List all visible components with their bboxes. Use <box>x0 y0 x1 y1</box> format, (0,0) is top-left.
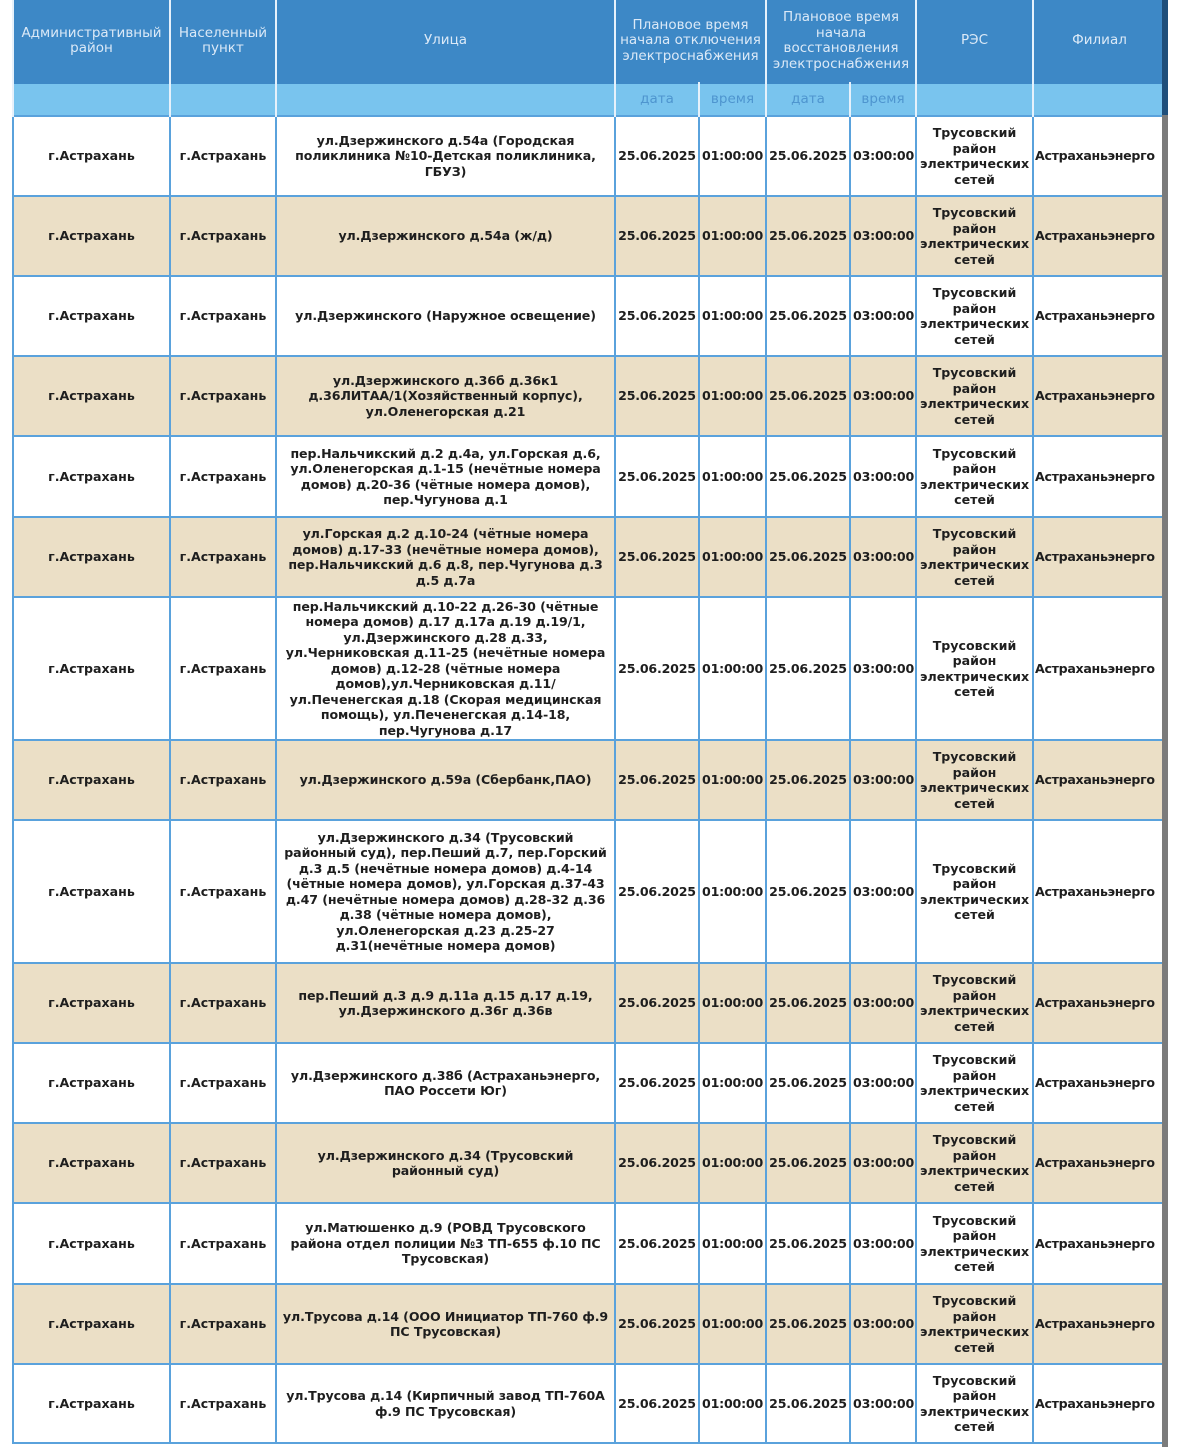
branch-cell: Астраханьэнерго <box>1033 517 1166 597</box>
branch-cell: Астраханьэнерго <box>1033 820 1166 963</box>
off-time-cell: 01:00:00 <box>699 116 766 196</box>
off-date-cell: 25.06.2025 <box>615 1284 699 1364</box>
branch-cell: Астраханьэнерго <box>1033 1043 1166 1123</box>
on-time-cell: 03:00:00 <box>850 1123 916 1203</box>
subheader-empty <box>1033 83 1166 116</box>
subheader-empty <box>276 83 615 116</box>
on-date-cell: 25.06.2025 <box>766 963 850 1043</box>
off-date-cell: 25.06.2025 <box>615 436 699 517</box>
res-cell: Трусовский район электрических сетей <box>916 356 1033 436</box>
header-res: РЭС <box>916 0 1033 83</box>
table-row <box>13 1364 1166 1443</box>
subheader-empty <box>170 83 276 116</box>
on-time-cell: 03:00:00 <box>850 1284 916 1364</box>
branch-cell: Астраханьэнерго <box>1033 356 1166 436</box>
district-cell: г.Астрахань <box>13 196 170 276</box>
branch-cell: Астраханьэнерго <box>1033 1203 1166 1284</box>
off-date-cell: 25.06.2025 <box>615 1043 699 1123</box>
off-time-cell: 01:00:00 <box>699 597 766 740</box>
on-time-cell: 03:00:00 <box>850 1203 916 1284</box>
res-cell: Трусовский район электрических сетей <box>916 1043 1033 1123</box>
off-time-cell: 01:00:00 <box>699 276 766 356</box>
off-date-cell: 25.06.2025 <box>615 356 699 436</box>
off-time-cell: 01:00:00 <box>699 1203 766 1284</box>
on-date-cell: 25.06.2025 <box>766 1284 850 1364</box>
subheader-off-date: дата <box>615 83 699 116</box>
street-cell: пер.Нальчикский д.10-22 д.26-30 (чётные номера домов) д.17 д.17а д.19 д.19/1, ул.Дзержинского д.28 д.33, ул.Черниковская д.11-25 (нечётные номера домов) д.12-28 (чётные номера домов),ул.Черниковская д.11/ ул.Печенегская д.18 (Скорая медицинская помощь), ул.Печенегская д.14-18, пер.Чугунова д.17 <box>276 597 615 740</box>
district-cell: г.Астрахань <box>13 1043 170 1123</box>
branch-cell: Астраханьэнерго <box>1033 116 1166 196</box>
locality-cell: г.Астрахань <box>170 1043 276 1123</box>
on-time-cell: 03:00:00 <box>850 740 916 820</box>
district-cell: г.Астрахань <box>13 436 170 517</box>
on-date-cell: 25.06.2025 <box>766 517 850 597</box>
on-time-cell: 03:00:00 <box>850 116 916 196</box>
on-time-cell: 03:00:00 <box>850 356 916 436</box>
header-street: Улица <box>276 0 615 83</box>
res-cell: Трусовский район электрических сетей <box>916 276 1033 356</box>
subheader-row <box>13 83 1166 116</box>
header-off-start: Плановое время начала отключения электроснабжения <box>615 0 766 83</box>
district-cell: г.Астрахань <box>13 517 170 597</box>
branch-cell: Астраханьэнерго <box>1033 597 1166 740</box>
district-cell: г.Астрахань <box>13 740 170 820</box>
on-date-cell: 25.06.2025 <box>766 196 850 276</box>
branch-cell: Астраханьэнерго <box>1033 1123 1166 1203</box>
street-cell: ул.Дзержинского д.54а (ж/д) <box>276 196 615 276</box>
on-date-cell: 25.06.2025 <box>766 740 850 820</box>
district-cell: г.Астрахань <box>13 1203 170 1284</box>
table-row <box>13 1043 1166 1123</box>
off-time-cell: 01:00:00 <box>699 1043 766 1123</box>
locality-cell: г.Астрахань <box>170 436 276 517</box>
on-time-cell: 03:00:00 <box>850 1043 916 1123</box>
off-time-cell: 01:00:00 <box>699 1123 766 1203</box>
locality-cell: г.Астрахань <box>170 820 276 963</box>
off-time-cell: 01:00:00 <box>699 1364 766 1443</box>
off-time-cell: 01:00:00 <box>699 436 766 517</box>
res-cell: Трусовский район электрических сетей <box>916 517 1033 597</box>
locality-cell: г.Астрахань <box>170 196 276 276</box>
branch-cell: Астраханьэнерго <box>1033 1364 1166 1443</box>
table-row <box>13 740 1166 820</box>
res-cell: Трусовский район электрических сетей <box>916 116 1033 196</box>
locality-cell: г.Астрахань <box>170 1123 276 1203</box>
on-time-cell: 03:00:00 <box>850 963 916 1043</box>
on-time-cell: 03:00:00 <box>850 436 916 517</box>
street-cell: ул.Дзержинского д.38б (Астраханьэнерго, ПАО Россети Юг) <box>276 1043 615 1123</box>
on-date-cell: 25.06.2025 <box>766 1123 850 1203</box>
table-row <box>13 597 1166 740</box>
street-cell: ул.Матюшенко д.9 (РОВД Трусовского района отдел полиции №3 ТП-655 ф.10 ПС Трусовская) <box>276 1203 615 1284</box>
off-date-cell: 25.06.2025 <box>615 1203 699 1284</box>
street-cell: пер.Пеший д.3 д.9 д.11а д.15 д.17 д.19, ул.Дзержинского д.36г д.36в <box>276 963 615 1043</box>
off-date-cell: 25.06.2025 <box>615 1364 699 1443</box>
res-cell: Трусовский район электрических сетей <box>916 1203 1033 1284</box>
street-cell: пер.Нальчикский д.2 д.4а, ул.Горская д.6, ул.Оленегорская д.1-15 (нечётные номера домов) д.20-36 (чётные номера домов), пер.Чугунова д.1 <box>276 436 615 517</box>
locality-cell: г.Астрахань <box>170 116 276 196</box>
branch-cell: Астраханьэнерго <box>1033 740 1166 820</box>
district-cell: г.Астрахань <box>13 820 170 963</box>
district-cell: г.Астрахань <box>13 1123 170 1203</box>
branch-cell: Астраханьэнерго <box>1033 196 1166 276</box>
res-cell: Трусовский район электрических сетей <box>916 963 1033 1043</box>
district-cell: г.Астрахань <box>13 597 170 740</box>
branch-cell: Астраханьэнерго <box>1033 963 1166 1043</box>
off-time-cell: 01:00:00 <box>699 1284 766 1364</box>
street-cell: ул.Дзержинского д.54а (Городская поликлиника №10-Детская поликлиника, ГБУЗ) <box>276 116 615 196</box>
table-row <box>13 963 1166 1043</box>
on-time-cell: 03:00:00 <box>850 196 916 276</box>
res-cell: Трусовский район электрических сетей <box>916 1123 1033 1203</box>
off-date-cell: 25.06.2025 <box>615 196 699 276</box>
table-row <box>13 356 1166 436</box>
subheader-on-date: дата <box>766 83 850 116</box>
off-date-cell: 25.06.2025 <box>615 740 699 820</box>
off-date-cell: 25.06.2025 <box>615 276 699 356</box>
district-cell: г.Астрахань <box>13 963 170 1043</box>
table-row <box>13 436 1166 517</box>
res-cell: Трусовский район электрических сетей <box>916 436 1033 517</box>
table-row <box>13 517 1166 597</box>
res-cell: Трусовский район электрических сетей <box>916 196 1033 276</box>
off-date-cell: 25.06.2025 <box>615 116 699 196</box>
on-time-cell: 03:00:00 <box>850 1364 916 1443</box>
locality-cell: г.Астрахань <box>170 1364 276 1443</box>
off-time-cell: 01:00:00 <box>699 740 766 820</box>
locality-cell: г.Астрахань <box>170 597 276 740</box>
on-date-cell: 25.06.2025 <box>766 597 850 740</box>
street-cell: ул.Дзержинского д.36б д.36к1 д.36ЛИТАА/1(Хозяйственный корпус), ул.Оленегорская д.21 <box>276 356 615 436</box>
street-cell: ул.Дзержинского д.59а (Сбербанк,ПАО) <box>276 740 615 820</box>
table-row <box>13 1203 1166 1284</box>
table-row <box>13 116 1166 196</box>
on-time-cell: 03:00:00 <box>850 517 916 597</box>
on-date-cell: 25.06.2025 <box>766 436 850 517</box>
on-date-cell: 25.06.2025 <box>766 276 850 356</box>
off-date-cell: 25.06.2025 <box>615 1123 699 1203</box>
table-row <box>13 1123 1166 1203</box>
branch-cell: Астраханьэнерго <box>1033 436 1166 517</box>
table-row <box>13 820 1166 963</box>
off-time-cell: 01:00:00 <box>699 820 766 963</box>
subheader-empty <box>916 83 1033 116</box>
street-cell: ул.Дзержинского (Наружное освещение) <box>276 276 615 356</box>
on-date-cell: 25.06.2025 <box>766 1203 850 1284</box>
on-date-cell: 25.06.2025 <box>766 1043 850 1123</box>
scrollbar[interactable] <box>1162 0 1168 1447</box>
locality-cell: г.Астрахань <box>170 963 276 1043</box>
on-time-cell: 03:00:00 <box>850 276 916 356</box>
off-date-cell: 25.06.2025 <box>615 517 699 597</box>
table-row <box>13 196 1166 276</box>
res-cell: Трусовский район электрических сетей <box>916 597 1033 740</box>
header-district: Административный район <box>13 0 170 83</box>
header-restore-start: Плановое время начала восстановления электроснабжения <box>766 0 916 83</box>
street-cell: ул.Горская д.2 д.10-24 (чётные номера домов) д.17-33 (нечётные номера домов), пер.Нальчикский д.6 д.8, пер.Чугунова д.3 д.5 д.7а <box>276 517 615 597</box>
district-cell: г.Астрахань <box>13 276 170 356</box>
on-date-cell: 25.06.2025 <box>766 356 850 436</box>
table-row <box>13 1284 1166 1364</box>
subheader-off-time: время <box>699 83 766 116</box>
on-date-cell: 25.06.2025 <box>766 1364 850 1443</box>
locality-cell: г.Астрахань <box>170 1203 276 1284</box>
locality-cell: г.Астрахань <box>170 1284 276 1364</box>
on-time-cell: 03:00:00 <box>850 820 916 963</box>
locality-cell: г.Астрахань <box>170 740 276 820</box>
header-branch: Филиал <box>1033 0 1166 83</box>
table-body <box>13 116 1166 1443</box>
branch-cell: Астраханьэнерго <box>1033 1284 1166 1364</box>
district-cell: г.Астрахань <box>13 1364 170 1443</box>
street-cell: ул.Дзержинского д.34 (Трусовский районный суд) <box>276 1123 615 1203</box>
off-time-cell: 01:00:00 <box>699 517 766 597</box>
subheader-empty <box>13 83 170 116</box>
locality-cell: г.Астрахань <box>170 276 276 356</box>
res-cell: Трусовский район электрических сетей <box>916 1364 1033 1443</box>
locality-cell: г.Астрахань <box>170 517 276 597</box>
off-time-cell: 01:00:00 <box>699 196 766 276</box>
on-time-cell: 03:00:00 <box>850 597 916 740</box>
district-cell: г.Астрахань <box>13 116 170 196</box>
locality-cell: г.Астрахань <box>170 356 276 436</box>
street-cell: ул.Трусова д.14 (ООО Инициатор ТП-760 ф.9 ПС Трусовская) <box>276 1284 615 1364</box>
outage-table-container <box>12 0 1165 1444</box>
table-row <box>13 276 1166 356</box>
subheader-on-time: время <box>850 83 916 116</box>
scrollbar-track-top <box>1162 0 1168 115</box>
header-locality: Населенный пункт <box>170 0 276 83</box>
district-cell: г.Астрахань <box>13 1284 170 1364</box>
off-time-cell: 01:00:00 <box>699 963 766 1043</box>
outage-table <box>12 0 1167 1444</box>
off-date-cell: 25.06.2025 <box>615 963 699 1043</box>
res-cell: Трусовский район электрических сетей <box>916 1284 1033 1364</box>
branch-cell: Астраханьэнерго <box>1033 276 1166 356</box>
res-cell: Трусовский район электрических сетей <box>916 820 1033 963</box>
off-time-cell: 01:00:00 <box>699 356 766 436</box>
on-date-cell: 25.06.2025 <box>766 820 850 963</box>
street-cell: ул.Дзержинского д.34 (Трусовский районный суд), пер.Пеший д.7, пер.Горский д.3 д.5 (нечётные номера домов) д.4-14 (чётные номера домов), ул.Горская д.37-43 д.47 (нечётные номера домов) д.28-32 д.36 д.38 (чётные номера домов), ул.Оленегорская д.23 д.25-27 д.31(нечётные номера домов) <box>276 820 615 963</box>
on-date-cell: 25.06.2025 <box>766 116 850 196</box>
header-row <box>13 0 1166 83</box>
off-date-cell: 25.06.2025 <box>615 820 699 963</box>
street-cell: ул.Трусова д.14 (Кирпичный завод ТП-760А ф.9 ПС Трусовская) <box>276 1364 615 1443</box>
res-cell: Трусовский район электрических сетей <box>916 740 1033 820</box>
off-date-cell: 25.06.2025 <box>615 597 699 740</box>
district-cell: г.Астрахань <box>13 356 170 436</box>
